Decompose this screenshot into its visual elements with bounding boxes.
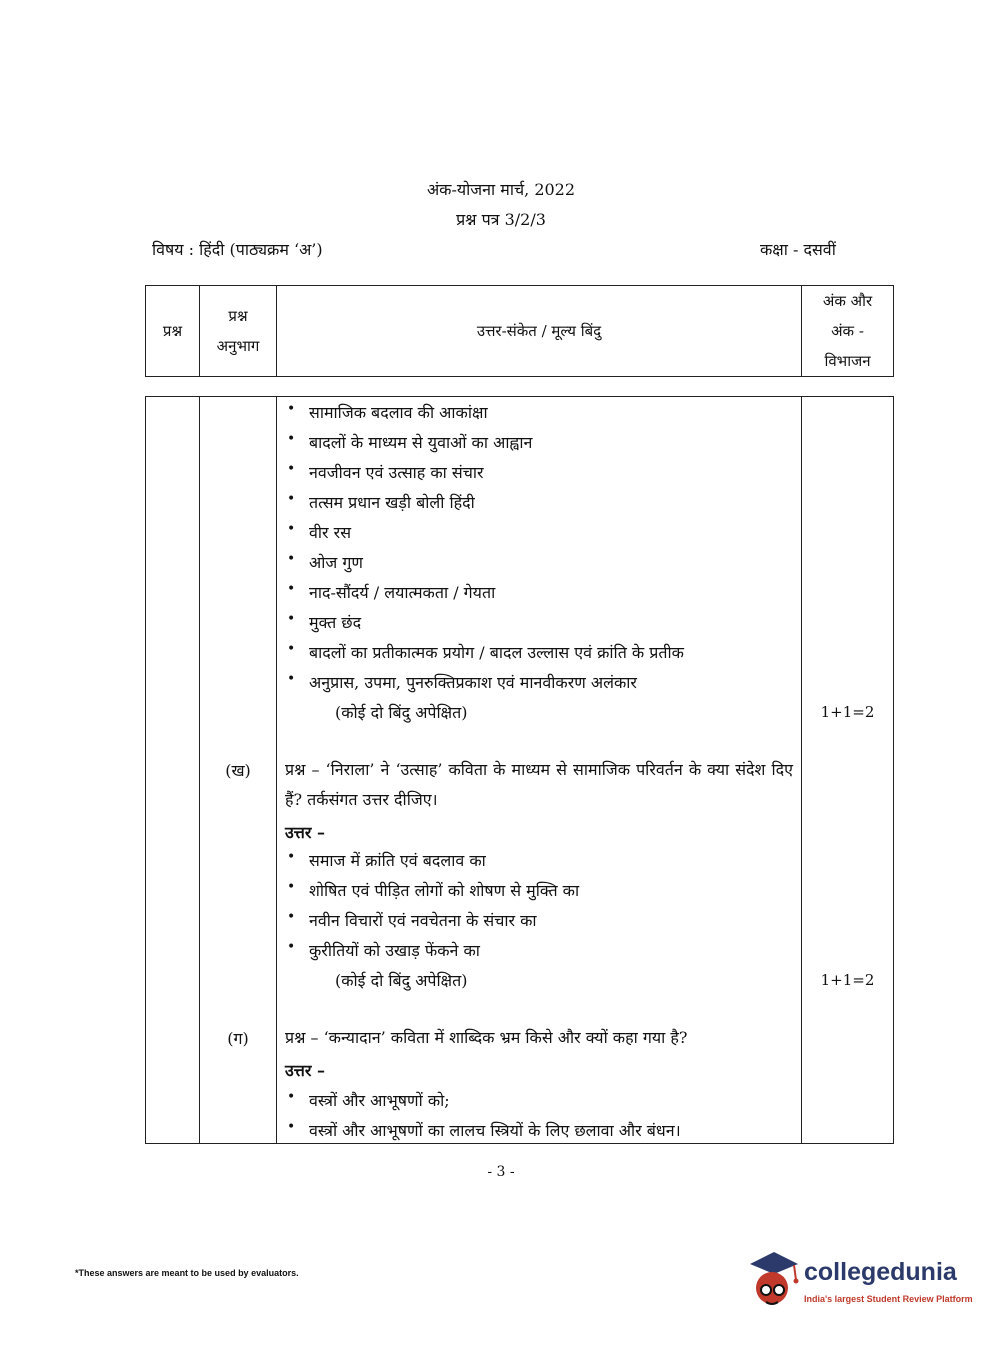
- paper-code: प्रश्न पत्र 3/2/3: [456, 210, 546, 229]
- block1-marks: 1+1=2: [820, 703, 875, 721]
- header-question-label: प्रश्न: [162, 322, 183, 340]
- list-item: • नाद-सौंदर्य / लयात्मकता / गेयता: [309, 581, 495, 603]
- block2-question: प्रश्न – ‘निराला’ ने ‘उत्साह’ कविता के माध्यम से सामाजिक परिवर्तन के क्या संदेश दिए हैं? तर्कसंगत उत्तर दीजिए।: [285, 760, 793, 809]
- block2-note: (कोई दो बिंदु अपेक्षित): [335, 971, 468, 990]
- block2-answer-label: उत्तर –: [285, 823, 325, 842]
- list-item: • समाज में क्रांति एवं बदलाव का: [309, 849, 486, 871]
- header-cell-marks: [802, 286, 894, 377]
- list-item: • वीर रस: [309, 521, 351, 543]
- list-item: • अनुप्रास, उपमा, पुनरुक्तिप्रकाश एवं मानवीकरण अलंकार: [309, 671, 637, 693]
- header-answer-label: उत्तर-संकेत / मूल्य बिंदु: [476, 322, 602, 340]
- marks-cell: [802, 397, 894, 1144]
- block3-question: प्रश्न – ‘कन्यादान’ कविता में शाब्दिक भ्रम किसे और क्यों कहा गया है?: [285, 1028, 688, 1047]
- section-kha: (ख): [225, 761, 251, 780]
- header-marks-line2: अंक -: [831, 322, 864, 340]
- page-number: - 3 -: [487, 1164, 515, 1180]
- list-item: • वस्त्रों और आभूषणों को;: [309, 1089, 450, 1111]
- collegedunia-logo: [744, 1250, 974, 1320]
- header-cell-question: [146, 286, 200, 377]
- list-item: • शोषित एवं पीड़ित लोगों को शोषण से मुक्ति का: [309, 879, 579, 901]
- list-item: • तत्सम प्रधान खड़ी बोली हिंदी: [309, 491, 475, 513]
- list-item: • कुरीतियों को उखाड़ फेंकने का: [309, 939, 480, 961]
- class-label: कक्षा - दसवीं: [760, 240, 836, 259]
- list-item: • वस्त्रों और आभूषणों का लालच स्त्रियों के लिए छलावा और बंधन।: [309, 1119, 681, 1141]
- answer-table: [145, 396, 894, 1144]
- list-item: • ओज गुण: [309, 551, 363, 573]
- logo-tagline: India's largest Student Review Platform: [804, 1294, 973, 1304]
- list-item: • नवजीवन एवं उत्साह का संचार: [309, 461, 484, 483]
- list-item: • सामाजिक बदलाव की आकांक्षा: [309, 401, 488, 423]
- list-item: • मुक्त छंद: [309, 611, 361, 633]
- subject-label: विषय : हिंदी (पाठ्यक्रम ‘अ’): [152, 240, 323, 259]
- header-cell-section: [200, 286, 277, 377]
- logo-wordmark: collegedunia: [804, 1258, 957, 1286]
- block1-note: (कोई दो बिंदु अपेक्षित): [335, 703, 468, 722]
- header-section-line1: प्रश्न: [228, 307, 248, 325]
- header-cell-answer: [277, 286, 802, 377]
- header-table: [145, 285, 894, 377]
- document-title: अंक-योजना मार्च, 2022: [426, 180, 576, 199]
- list-item: • बादलों का प्रतीकात्मक प्रयोग / बादल उल्लास एवं क्रांति के प्रतीक: [309, 641, 684, 663]
- list-item: • बादलों के माध्यम से युवाओं का आह्वान: [309, 431, 532, 453]
- answer-cell: [277, 397, 802, 1144]
- list-item: • नवीन विचारों एवं नवचेतना के संचार का: [309, 909, 537, 931]
- section-cell: [200, 397, 277, 1144]
- mascot-icon: [744, 1250, 802, 1312]
- header-marks-line3: विभाजन: [824, 352, 871, 370]
- block3-answer-label: उत्तर –: [285, 1061, 325, 1080]
- section-ga: (ग): [227, 1029, 249, 1048]
- question-number-cell: [146, 397, 200, 1144]
- footer-note: *These answers are meant to be used by evaluators.: [75, 1268, 299, 1278]
- header-marks-line1: अंक और: [822, 292, 873, 310]
- header-section-line2: अनुभाग: [216, 337, 260, 355]
- block2-marks: 1+1=2: [820, 971, 875, 989]
